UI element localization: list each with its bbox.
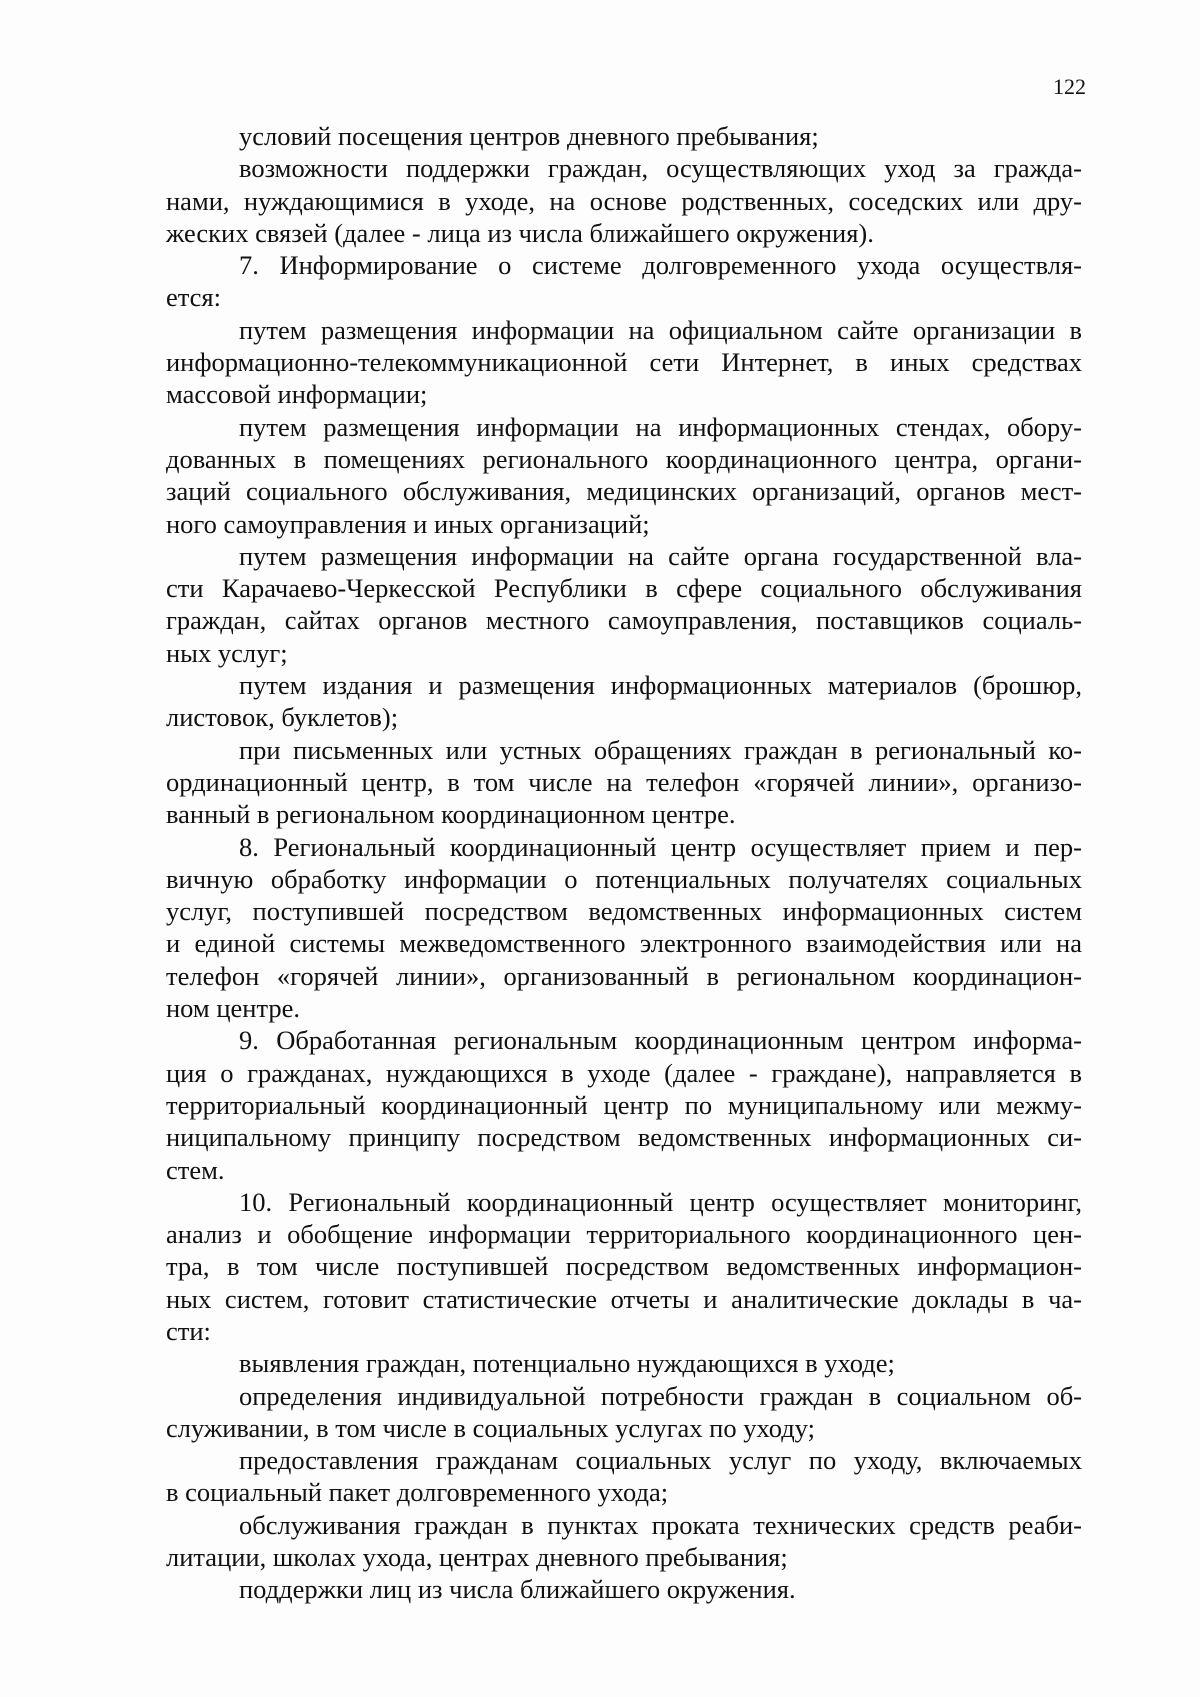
text-line: литации, школах ухода, центрах дневного пребывания;: [166, 1542, 788, 1573]
paragraph: [166, 831, 1082, 1025]
paragraph: [166, 1024, 1082, 1185]
paragraph: [166, 120, 1082, 152]
paragraph: [166, 1380, 1082, 1445]
text-line: тра, в том числе поступившей посредством ведомственных информацион-: [166, 1251, 1082, 1282]
text-line: 8. Региональный координационный центр осуществляет прием и пер-: [239, 831, 1082, 862]
text-line: ных систем, готовит статистические отчеты и аналитические доклады в ча-: [166, 1283, 1082, 1314]
text-line: выявления граждан, потенциально нуждающихся в уходе;: [239, 1348, 895, 1379]
text-line: обслуживания граждан в пунктах проката технических средств реаби-: [239, 1509, 1082, 1540]
text-line: поддержки лиц из числа ближайшего окружения.: [239, 1574, 796, 1605]
paragraph: [166, 1444, 1082, 1509]
text-line: вичную обработку информации о потенциальных получателях социальных: [166, 863, 1082, 894]
text-line: возможности поддержки граждан, осуществляющих уход за гражда-: [239, 153, 1082, 184]
text-line: массовой информации;: [166, 379, 428, 410]
paragraph: [166, 1186, 1082, 1347]
text-line: нами, нуждающимися в уходе, на основе родственных, соседских или дру-: [166, 185, 1082, 216]
text-line: при письменных или устных обращениях граждан в региональный ко-: [239, 734, 1082, 765]
text-line: листовок, буклетов);: [166, 702, 399, 733]
text-line: граждан, сайтах органов местного самоуправления, поставщиков социаль-: [166, 605, 1082, 636]
text-line: анализ и обобщение информации территориального координационного цен-: [166, 1219, 1082, 1250]
paragraph: [166, 314, 1082, 411]
text-line: 10. Региональный координационный центр осуществляет мониторинг,: [239, 1186, 1082, 1217]
text-line: территориальный координационный центр по муниципальному или межму-: [166, 1089, 1082, 1120]
text-line: 9. Обработанная региональным координационным центром информа-: [239, 1025, 1082, 1056]
text-line: ниципальному принципу посредством ведомственных информационных си-: [166, 1122, 1082, 1153]
paragraph: [166, 152, 1082, 249]
text-line: ется:: [166, 282, 221, 313]
text-line: информационно-телекоммуникационной сети Интернет, в иных средствах: [166, 347, 1082, 378]
text-line: путем размещения информации на информационных стендах, обору-: [239, 411, 1082, 442]
text-line: и единой системы межведомственного электронного взаимодействия или на: [166, 928, 1082, 959]
text-line: жеских связей (далее - лица из числа ближайшего окружения).: [166, 217, 874, 248]
text-line: сти Карачаево-Черкесской Республики в сфере социального обслуживания: [166, 573, 1082, 604]
text-line: ных услуг;: [166, 637, 288, 668]
paragraph: [166, 411, 1082, 540]
paragraph: [166, 540, 1082, 669]
text-line: стем.: [166, 1154, 225, 1185]
paragraph: [166, 734, 1082, 831]
text-line: ванный в региональном координационном центре.: [166, 799, 736, 830]
paragraph: [166, 1573, 1082, 1605]
text-line: ного самоуправления и иных организаций;: [166, 508, 650, 539]
text-line: сти:: [166, 1315, 211, 1346]
text-line: услуг, поступившей посредством ведомственных информационных систем: [166, 896, 1082, 927]
text-line: путем размещения информации на официальном сайте организации в: [239, 314, 1082, 345]
document-body: [166, 120, 1082, 1606]
paragraph: [166, 669, 1082, 734]
page-number: 122: [1053, 74, 1086, 99]
text-line: 7. Информирование о системе долговременного ухода осуществля-: [239, 250, 1082, 281]
text-line: служивании, в том числе в социальных услугах по уходу;: [166, 1412, 815, 1443]
text-line: ция о гражданах, нуждающихся в уходе (далее - граждане), направляется в: [166, 1057, 1082, 1088]
text-line: предоставления гражданам социальных услуг по уходу, включаемых: [239, 1445, 1082, 1476]
text-line: условий посещения центров дневного пребывания;: [239, 121, 819, 151]
text-line: путем издания и размещения информационных материалов (брошюр,: [239, 670, 1082, 701]
text-line: путем размещения информации на сайте органа государственной вла-: [239, 540, 1082, 571]
paragraph: [166, 1347, 1082, 1379]
text-line: ном центре.: [166, 993, 300, 1024]
text-line: телефон «горячей линии», организованный в региональном координацион-: [166, 960, 1082, 991]
paragraph: [166, 1509, 1082, 1574]
text-line: ординационный центр, в том числе на телефон «горячей линии», организо-: [166, 766, 1082, 797]
text-line: заций социального обслуживания, медицинских организаций, органов мест-: [166, 476, 1082, 507]
text-line: определения индивидуальной потребности граждан в социальном об-: [239, 1380, 1082, 1411]
paragraph: [166, 249, 1082, 314]
text-line: в социальный пакет долговременного ухода;: [166, 1477, 669, 1508]
text-line: дованных в помещениях регионального координационного центра, органи-: [166, 443, 1082, 474]
